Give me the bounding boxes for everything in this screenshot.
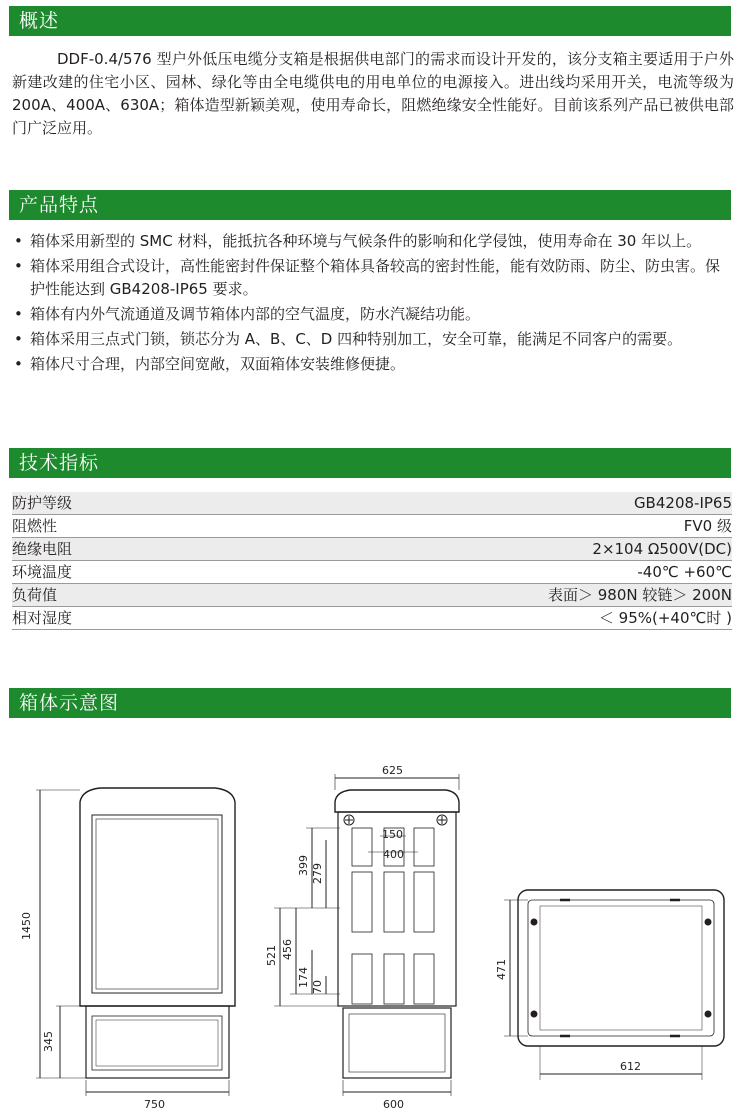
- list-item: [12, 303, 734, 326]
- list-item: [12, 230, 734, 253]
- plan-view: [495, 890, 724, 1080]
- bullet-icon: •: [14, 355, 23, 373]
- spec-value: 表面＞ 980N 较链＞ 200N: [547, 586, 732, 604]
- cabinet-drawing: [0, 740, 740, 1112]
- bullet-icon: •: [14, 305, 23, 323]
- table-row: [12, 538, 732, 561]
- spec-table: [12, 492, 732, 630]
- bullet-icon: •: [14, 232, 23, 250]
- section-title: 箱体示意图: [19, 692, 120, 714]
- section-title: 技术指标: [19, 452, 100, 474]
- dim-base-width-label: 600: [383, 1098, 404, 1111]
- table-row: [12, 607, 732, 630]
- spec-label: 绝缘电阻: [12, 540, 73, 558]
- dim-174-label: 174: [297, 967, 310, 988]
- dim-70-label: 70: [311, 980, 324, 994]
- bullet-icon: •: [14, 257, 23, 275]
- table-row: [12, 584, 732, 607]
- spec-label: 阻燃性: [12, 517, 58, 535]
- section-title: 产品特点: [19, 194, 100, 216]
- dim-521-label: 521: [265, 945, 278, 966]
- feature-list: [12, 230, 734, 378]
- list-item: [12, 255, 734, 301]
- dim-399-label: 399: [297, 855, 310, 876]
- feature-text: 箱体有内外气流通道及调节箱体内部的空气温度，防水汽凝结功能。: [30, 305, 481, 323]
- section-header-overview: [9, 6, 731, 36]
- feature-text: 箱体采用新型的 SMC 材料，能抵抗各种环境与气候条件的影响和化学侵蚀，使用寿命在 30 年以上。: [30, 232, 702, 250]
- table-row: [12, 492, 732, 515]
- spec-value: 2×104 Ω500V(DC): [592, 540, 732, 558]
- spec-value: GB4208-IP65: [633, 494, 732, 512]
- dim-456-label: 456: [281, 939, 294, 960]
- section-title: 概述: [19, 10, 60, 32]
- overview-paragraph: [12, 48, 734, 140]
- spec-label: 环境温度: [12, 563, 73, 581]
- bullet-icon: •: [14, 330, 23, 348]
- side-view: [265, 764, 459, 1111]
- feature-text: 箱体采用组合式设计，高性能密封件保证整个箱体具备较高的密封性能，能有效防雨、防尘、防虫害。保护性能达到 GB4208-IP65 要求。: [30, 257, 721, 298]
- spec-label: 防护等级: [12, 494, 73, 512]
- spec-value: -40℃ +60℃: [637, 563, 732, 581]
- dim-150-label: 150: [382, 828, 403, 841]
- section-header-diagram: [9, 688, 731, 718]
- dim-279-label: 279: [311, 863, 324, 884]
- dim-width-label: 750: [144, 1098, 165, 1111]
- dim-height-label: 1450: [20, 912, 33, 940]
- dim-plan-width-label: 612: [620, 1060, 641, 1073]
- overview-text: DDF-0.4/576 型户外低压电缆分支箱是根据供电部门的需求而设计开发的，该分支箱主要适用于户外新建改建的住宅小区、园林、绿化等由全电缆供电的用电单位的电源接入。进出线均采用开关，电流等级为 200A、400A、630A；箱体造型新颖美观，使用寿命长，阻燃绝缘安全性能好。目前该系列产品已被供电部门广泛应用。: [12, 50, 734, 137]
- feature-text: 箱体采用三点式门锁，锁芯分为 A、B、C、D 四种特别加工，安全可靠，能满足不同客户的需要。: [30, 330, 683, 348]
- spec-value: ＜ 95%(+40℃时 ): [598, 609, 732, 627]
- list-item: [12, 328, 734, 351]
- front-view: [20, 788, 235, 1111]
- section-header-features: [9, 190, 731, 220]
- table-row: [12, 515, 732, 538]
- list-item: [12, 353, 734, 376]
- dim-400-label: 400: [383, 848, 404, 861]
- table-row: [12, 561, 732, 584]
- dim-depth-label: 471: [495, 959, 508, 980]
- section-header-specs: [9, 448, 731, 478]
- spec-label: 负荷值: [12, 586, 58, 604]
- spec-value: FV0 级: [683, 517, 732, 535]
- dim-top-width-label: 625: [382, 764, 403, 777]
- spec-label: 相对湿度: [12, 609, 73, 627]
- dim-base-height-label: 345: [42, 1031, 55, 1052]
- feature-text: 箱体尺寸合理，内部空间宽敞，双面箱体安装维修便捷。: [30, 355, 406, 373]
